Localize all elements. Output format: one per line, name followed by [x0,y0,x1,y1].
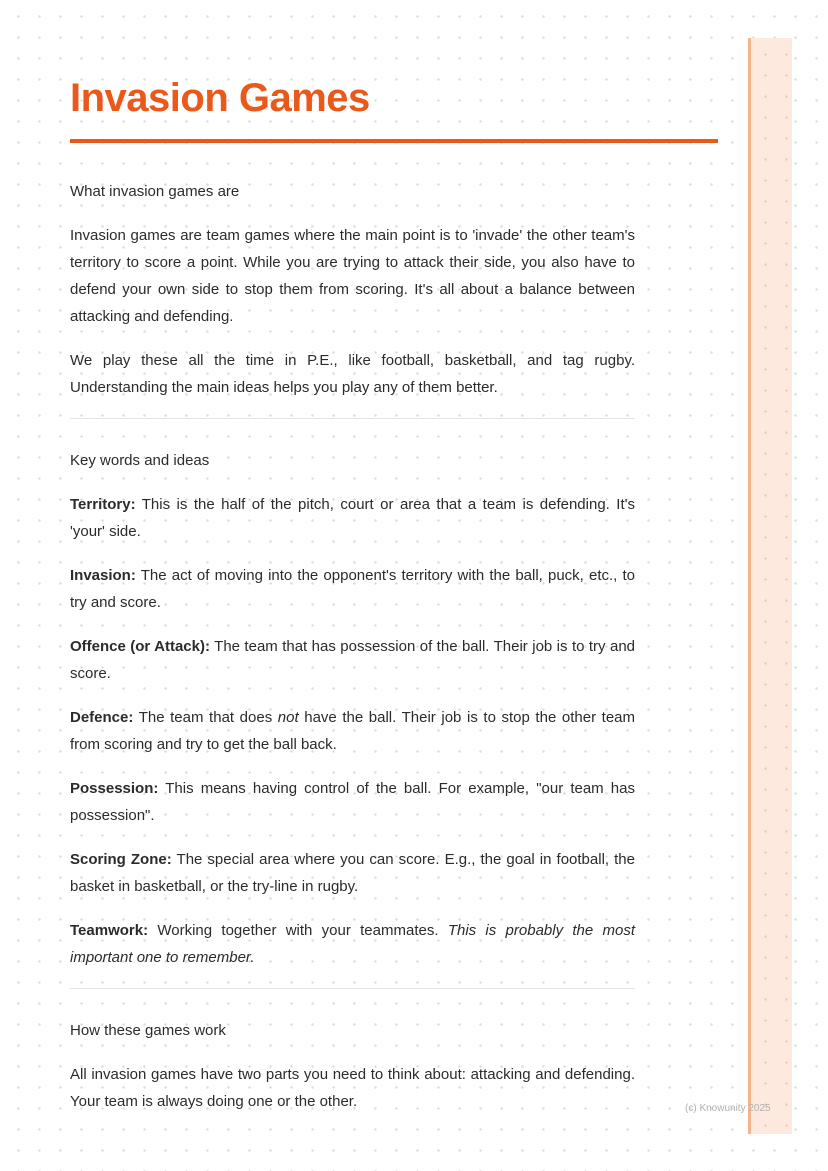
section-heading-keywords: Key words and ideas [70,452,210,469]
margin-strip [748,38,792,1134]
keyword-definition: This means having control of the ball. For example, "our team has possession". [70,780,635,824]
keyword-invasion [70,562,635,616]
section-divider [70,988,635,989]
section-heading-how: How these games work [70,1022,226,1039]
paragraph-what-1: Invasion games are team games where the main point is to 'invade' the other team's territory to score a point. While you are trying to attack their side, you also have to defend your own side to stop them from scoring. It's all about a balance between attacking and defending. [70,227,635,325]
keyword-definition: The special area where you can score. E.g., the goal in football, the basket in basketball, or the try-line in rugby. [70,851,635,895]
keyword-definition: This is the half of the pitch, court or area that a team is defending. It's 'your' side. [70,496,635,540]
keyword-territory [70,491,635,545]
keyword-definition: The team that has possession of the ball. Their job is to try and score. [70,638,635,682]
keyword-definition-part: The team that does [138,709,273,726]
copyright-notice: (c) Knowunity 2025 [685,1103,771,1114]
keyword-term: Teamwork: [70,922,149,939]
keyword-term: Territory: [70,496,136,513]
keyword-term: Scoring Zone: [70,851,172,868]
keyword-possession [70,775,635,829]
title-underline [70,139,718,143]
paragraph-how-1: All invasion games have two parts you need to think about: attacking and defending. Your team is always doing one or the other. [70,1066,635,1110]
document-body [70,178,635,1132]
keyword-term: Invasion: [70,567,136,584]
keyword-emphasis: This is probably the most important one to remember. [70,922,636,966]
keyword-offence [70,633,635,687]
keyword-scoring-zone [70,846,635,900]
keyword-emphasis: not [277,709,299,726]
keyword-definition: The act of moving into the opponent's territory with the ball, puck, etc., to try and score. [70,567,635,611]
keyword-term: Defence: [70,709,134,726]
page-title: Invasion Games [70,76,370,120]
section-heading-what: What invasion games are [70,183,240,200]
keyword-definition-part: have the ball. Their job is to stop the other team from scoring and try to get the ball back. [70,709,635,753]
keyword-definition: Working together with your teammates. [157,922,439,939]
section-divider [70,418,635,419]
keyword-defence [70,704,635,758]
keyword-teamwork [70,917,635,971]
keyword-term: Offence (or Attack): [70,638,210,655]
keyword-term: Possession: [70,780,159,797]
paragraph-what-2: We play these all the time in P.E., like football, basketball, and tag rugby. Understanding the main ideas helps you play any of them better. [70,352,635,396]
